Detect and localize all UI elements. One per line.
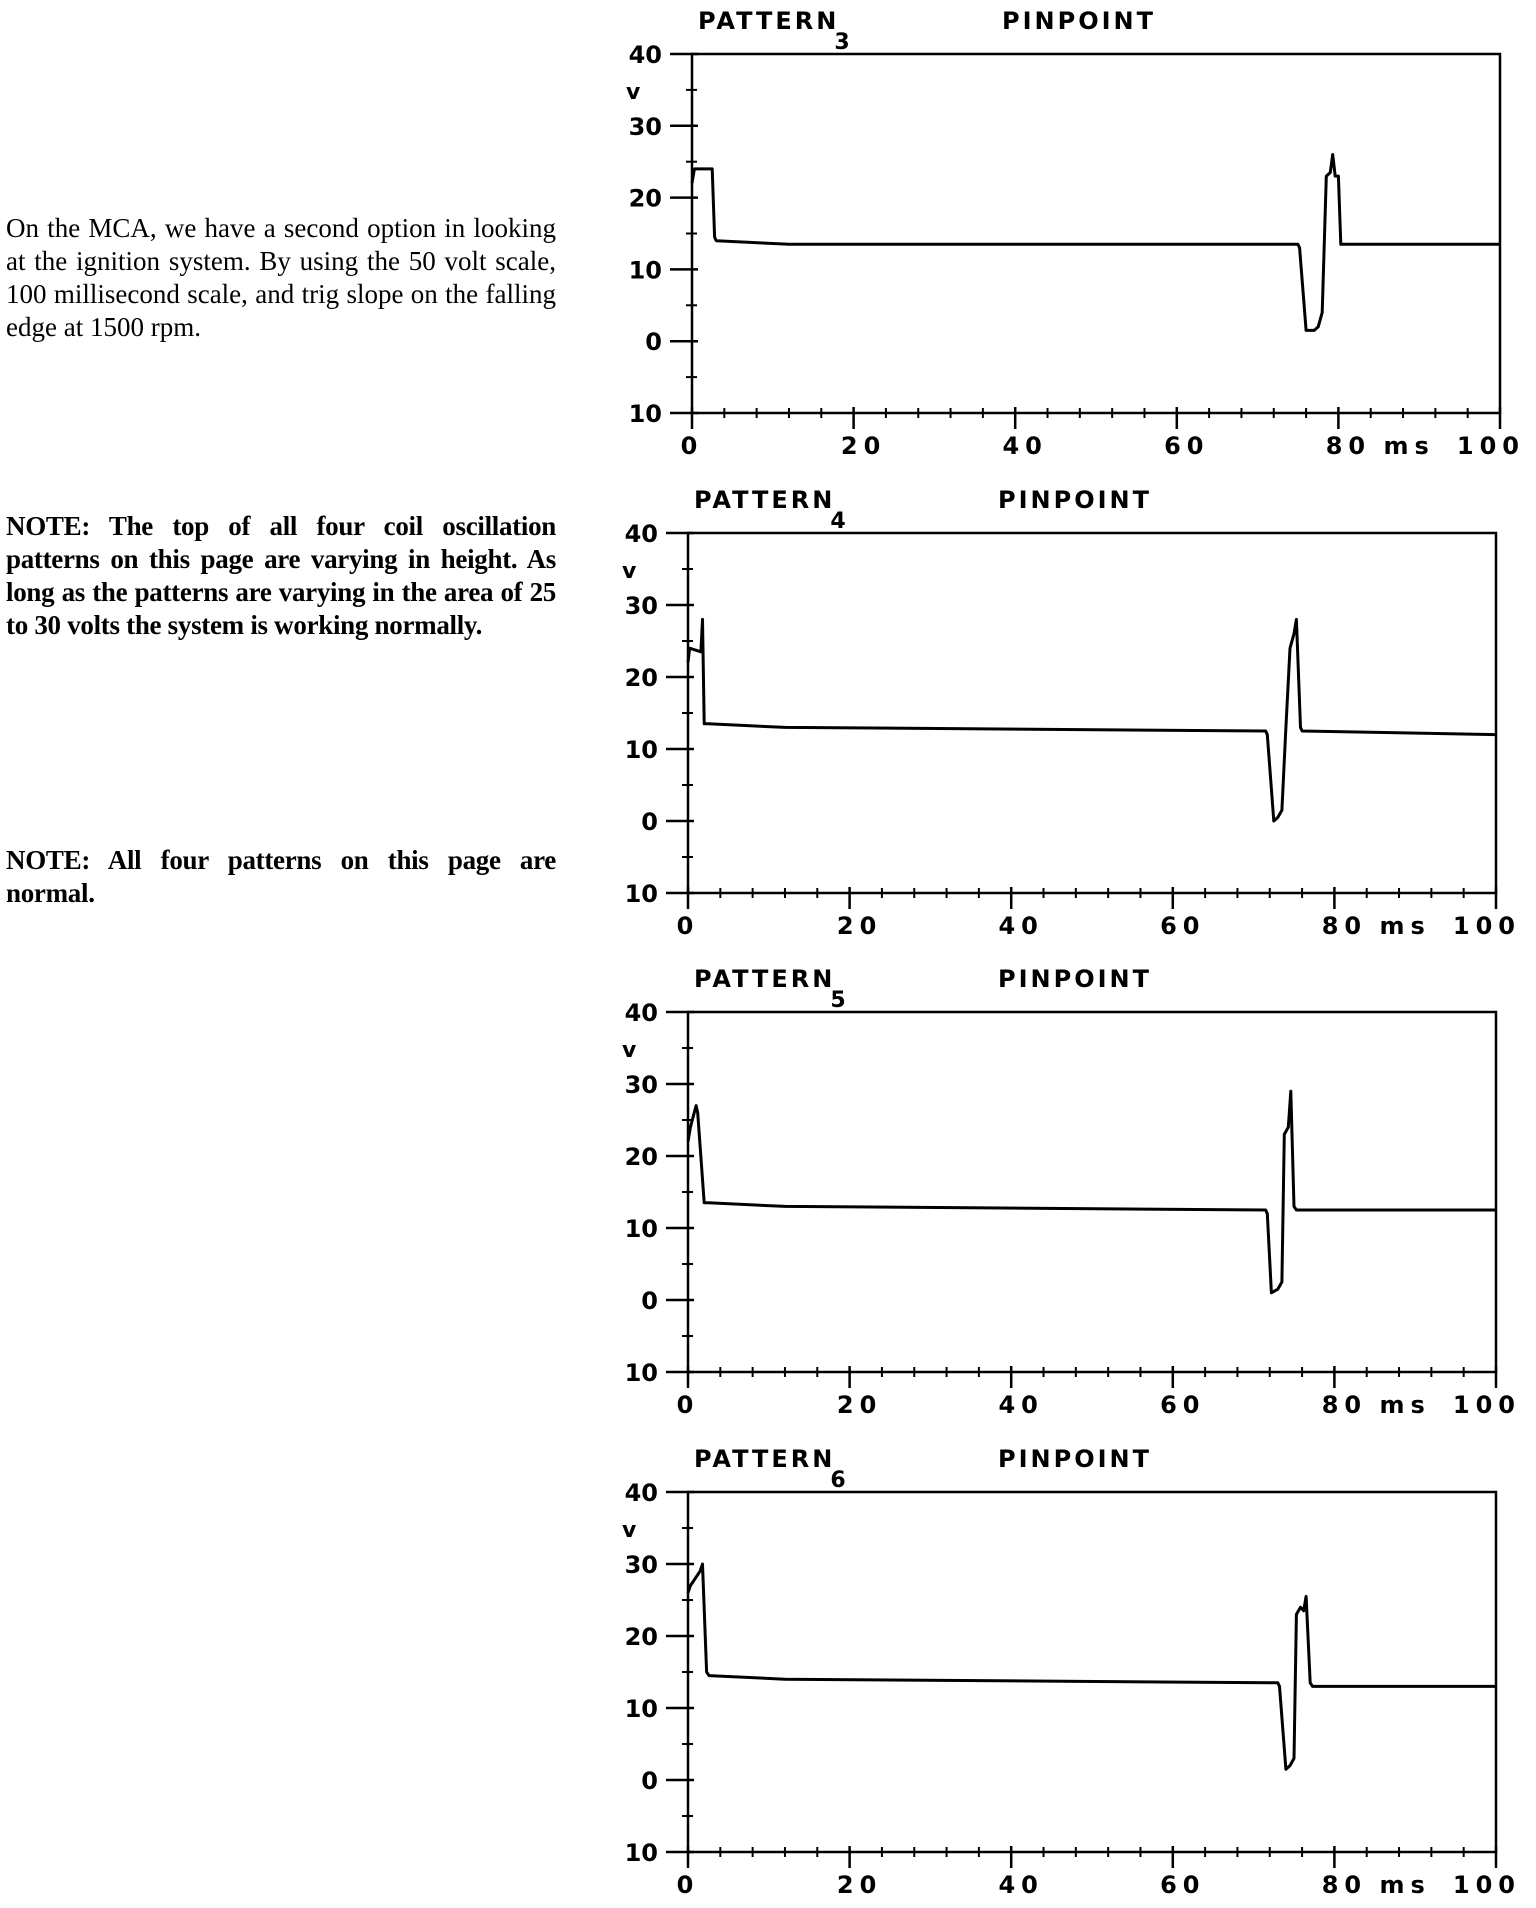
pattern-chart-4: [622, 486, 1521, 940]
x-axis-label: ms: [1379, 912, 1431, 940]
y-tick-label: 10: [624, 1359, 658, 1387]
y-tick-label: 30: [628, 112, 662, 141]
y-axis-label: v: [626, 79, 641, 105]
y-tick-label: 10: [624, 736, 658, 764]
x-tick-label: 20: [836, 1871, 883, 1899]
pattern-chart-6: [622, 1445, 1521, 1899]
waveform-line: [688, 619, 1496, 821]
x-tick-label: 60: [1160, 1871, 1206, 1899]
x-tick-label: 40: [998, 912, 1044, 940]
x-tick-label: 20: [836, 912, 883, 940]
x-axis-label: ms: [1383, 432, 1435, 460]
x-tick-label: 100: [1452, 1871, 1521, 1899]
chart-header-pinpoint: PINPOINT: [998, 486, 1152, 514]
x-tick-label: 100: [1452, 1391, 1521, 1419]
pattern-chart-5: [622, 965, 1521, 1419]
y-tick-label: 10: [628, 400, 662, 428]
chart-header-pinpoint: PINPOINT: [998, 965, 1152, 993]
x-tick-label: 40: [998, 1871, 1044, 1899]
y-tick-label: 20: [624, 1623, 658, 1651]
x-tick-label: 0: [680, 432, 704, 460]
chart-header-pinpoint: PINPOINT: [1002, 7, 1156, 35]
x-tick-label: 100: [1456, 432, 1525, 460]
chart-header-pattern: PATTERN: [694, 965, 836, 993]
x-tick-label: 60: [1160, 912, 1206, 940]
x-tick-label: 80: [1321, 1871, 1368, 1899]
x-axis-label: ms: [1379, 1871, 1431, 1899]
chart-header-pattern: PATTERN: [694, 1445, 836, 1473]
waveform-line: [688, 1091, 1496, 1293]
x-tick-label: 60: [1160, 1391, 1206, 1419]
y-tick-label: 20: [628, 184, 662, 213]
intro-paragraph: On the MCA, we have a second option in looking at the ignition system. By using the 50 volt scale, 100 millisecond scale, and trig slope on the falling edge at 1500 rpm.: [6, 213, 556, 342]
y-tick-label: 10: [628, 256, 662, 285]
x-tick-label: 80: [1325, 432, 1372, 460]
x-tick-label: 0: [676, 1391, 700, 1419]
y-tick-label: 0: [641, 1287, 658, 1315]
chart-header-number: 6: [830, 1468, 846, 1493]
x-tick-label: 20: [836, 1391, 883, 1419]
x-tick-label: 40: [998, 1391, 1044, 1419]
note-coil-oscillation: NOTE: The top of all four coil oscillation patterns on this page are varying in height. As long as the patterns are varying in the area of 25 to 30 volts the system is working normally.: [6, 511, 556, 640]
plot-frame: [688, 1492, 1496, 1852]
waveform-line: [688, 1564, 1496, 1769]
y-tick-label: 30: [624, 1551, 658, 1579]
y-tick-label: 20: [624, 664, 658, 692]
x-tick-label: 40: [1002, 432, 1048, 460]
y-tick-label: 40: [628, 41, 662, 69]
y-tick-label: 10: [624, 880, 658, 908]
pattern-chart-3: [626, 7, 1525, 460]
x-tick-label: 80: [1321, 1391, 1368, 1419]
y-axis-label: v: [622, 1038, 637, 1063]
x-tick-label: 80: [1321, 912, 1368, 940]
y-tick-label: 0: [641, 808, 658, 836]
y-tick-label: 40: [624, 1479, 658, 1507]
y-tick-label: 20: [624, 1143, 658, 1171]
y-tick-label: 10: [624, 1839, 658, 1867]
waveform-line: [692, 155, 1500, 331]
x-tick-label: 0: [676, 1871, 700, 1899]
chart-header-number: 5: [830, 988, 846, 1013]
y-tick-label: 40: [624, 520, 658, 548]
chart-header-number: 3: [834, 30, 850, 55]
x-tick-label: 20: [840, 432, 887, 460]
x-tick-label: 60: [1164, 432, 1210, 460]
y-tick-label: 30: [624, 1071, 658, 1099]
y-tick-label: 0: [645, 328, 662, 357]
y-tick-label: 30: [624, 592, 658, 620]
plot-frame: [688, 1012, 1496, 1372]
note-patterns-normal: NOTE: All four patterns on this page are normal.: [6, 845, 556, 908]
chart-header-number: 4: [830, 509, 846, 534]
plot-frame: [692, 54, 1500, 413]
x-tick-label: 100: [1452, 912, 1521, 940]
y-axis-label: v: [622, 559, 637, 584]
y-tick-label: 10: [624, 1215, 658, 1243]
y-tick-label: 0: [641, 1767, 658, 1795]
plot-frame: [688, 533, 1496, 893]
y-tick-label: 10: [624, 1695, 658, 1723]
y-axis-label: v: [622, 1518, 637, 1543]
chart-header-pattern: PATTERN: [698, 7, 840, 35]
x-axis-label: ms: [1379, 1391, 1431, 1419]
x-tick-label: 0: [676, 912, 700, 940]
chart-header-pattern: PATTERN: [694, 486, 836, 514]
y-tick-label: 40: [624, 999, 658, 1027]
chart-header-pinpoint: PINPOINT: [998, 1445, 1152, 1473]
